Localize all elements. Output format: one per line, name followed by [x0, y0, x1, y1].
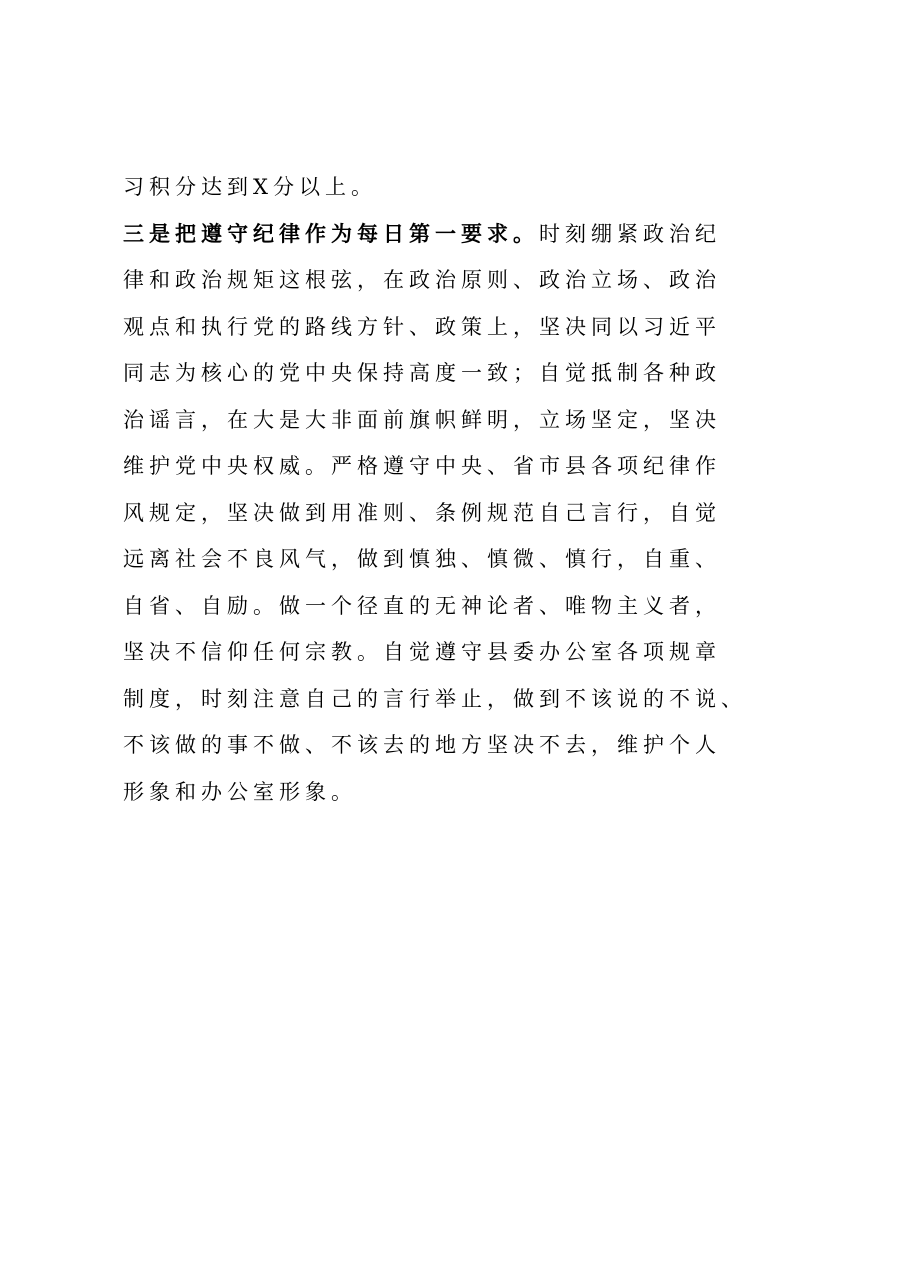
section-first-line	[123, 214, 813, 261]
text-line: 习积分达到X分以上。	[123, 175, 377, 199]
section-first-line-text: 时刻绷紧政治纪	[539, 221, 721, 246]
text-line: 制度，时刻注意自己的言行举止，做到不该说的不说、	[123, 686, 747, 711]
text-line: 坚决不信仰任何宗教。自觉遵守县委办公室各项规章	[123, 640, 721, 664]
text-line: 观点和执行党的路线方针、政策上，坚决同以习近平	[123, 314, 721, 339]
document-body	[123, 167, 813, 818]
text-line: 风规定，坚决做到用准则、条例规范自己言行，自觉	[123, 500, 721, 525]
text-line: 律和政治规矩这根弦，在政治原则、政治立场、政治	[123, 268, 721, 292]
text-line: 维护党中央权威。严格遵守中央、省市县各项纪律作	[123, 454, 721, 478]
text-line: 远离社会不良风气，做到慎独、慎微、慎行，自重、	[123, 547, 721, 571]
text-line: 同志为核心的党中央保持高度一致；自觉抵制各种政	[123, 361, 721, 385]
text-line: 自省、自励。做一个径直的无神论者、唯物主义者，	[123, 593, 721, 618]
text-line: 治谣言，在大是大非面前旗帜鲜明，立场坚定，坚决	[123, 407, 721, 432]
section-heading: 三是把遵守纪律作为每日第一要求。	[123, 220, 539, 246]
text-line: 形象和办公室形象。	[123, 779, 357, 804]
text-line: 不该做的事不做、不该去的地方坚决不去，维护个人	[123, 733, 721, 757]
